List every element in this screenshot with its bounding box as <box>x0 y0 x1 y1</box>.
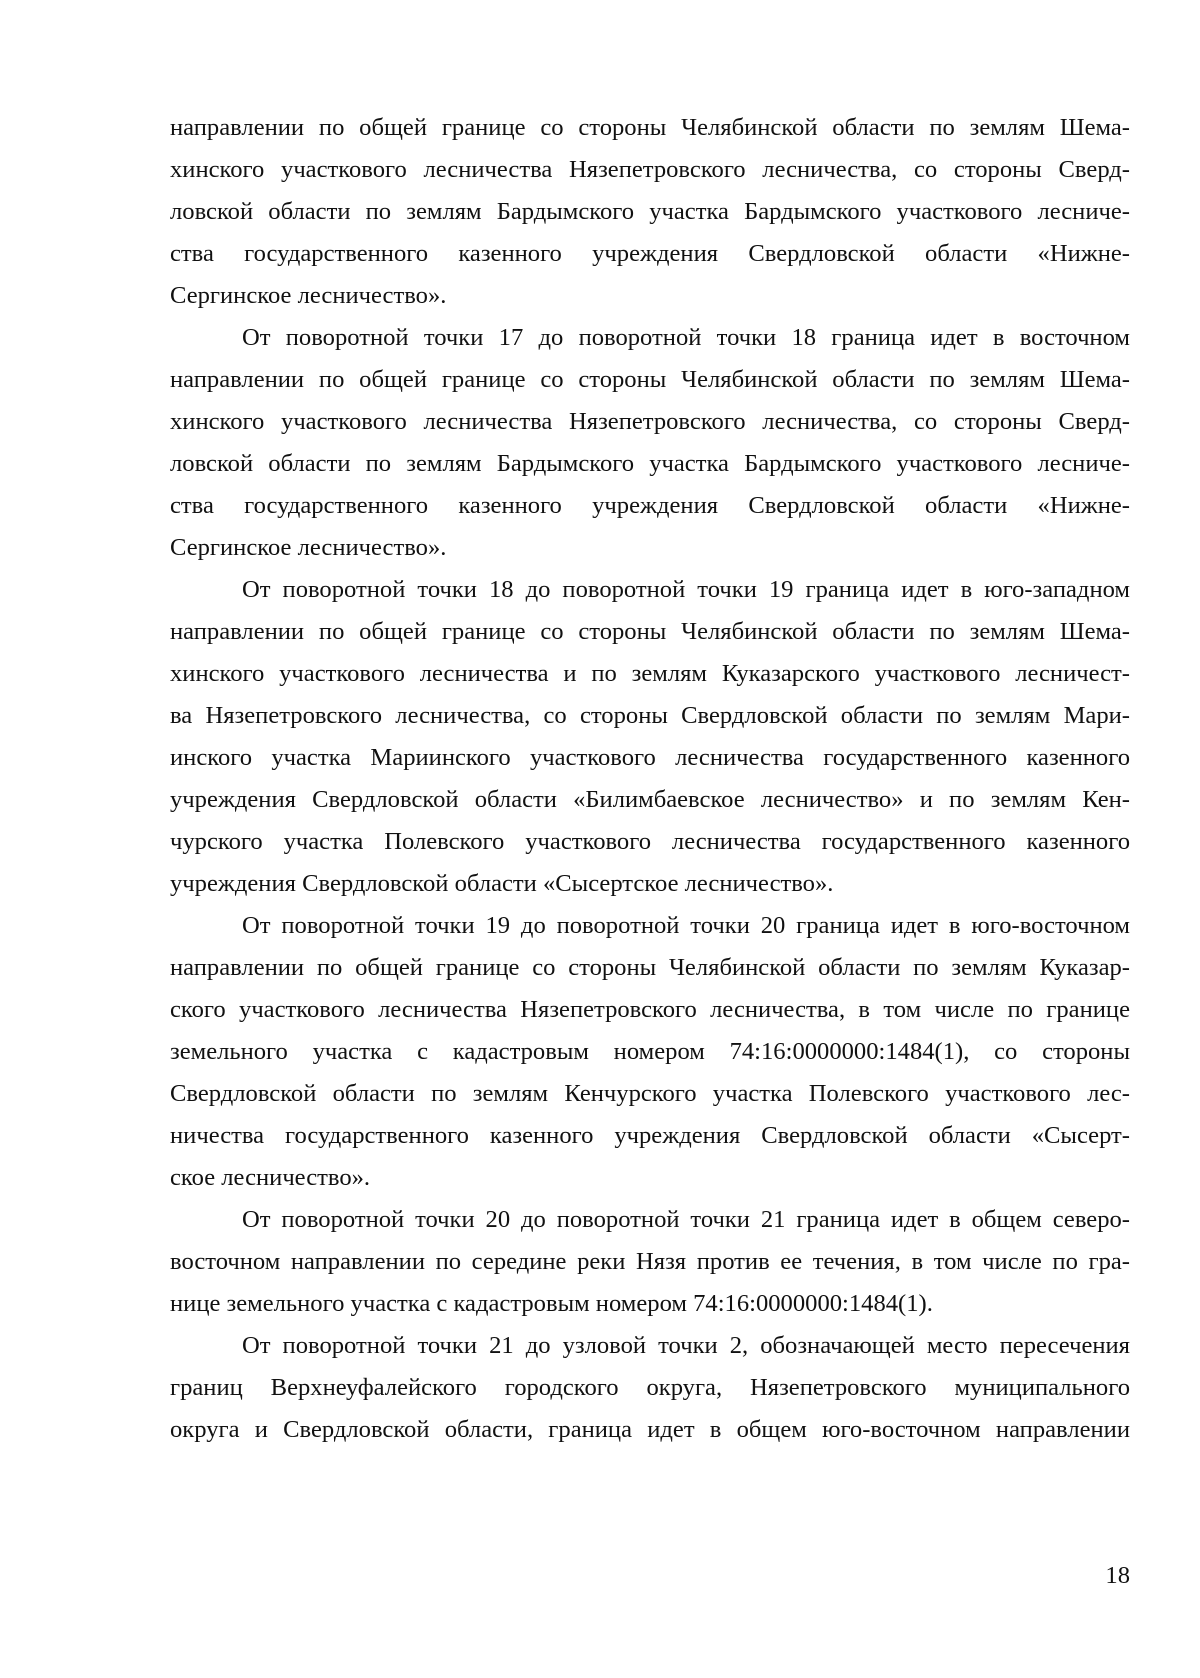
text-line: округа и Свердловской области, граница идет в общем юго-восточном направлении <box>170 1416 1130 1443</box>
text-line: нице земельного участка с кадастровым номером 74:16:0000000:1484(1). <box>170 1290 933 1317</box>
text-line: ское лесничество». <box>170 1164 371 1191</box>
text-line: хинского участкового лесничества и по землям Куказарского участкового лесничест- <box>170 660 1130 687</box>
text-line: хинского участкового лесничества Нязепетровского лесничества, со стороны Сверд- <box>170 408 1130 435</box>
text-line: ского участкового лесничества Нязепетровского лесничества, в том числе по границе <box>170 996 1130 1023</box>
text-line: чурского участка Полевского участкового лесничества государственного казенного <box>170 828 1130 855</box>
paragraph-first-line: От поворотной точки 17 до поворотной точки 18 граница идет в восточном <box>242 324 1130 351</box>
text-line: границ Верхнеуфалейского городского округа, Нязепетровского муниципального <box>170 1374 1130 1401</box>
text-line: ства государственного казенного учреждения Свердловской области «Нижне- <box>170 240 1130 267</box>
text-line: ства государственного казенного учреждения Свердловской области «Нижне- <box>170 492 1130 519</box>
paragraph-first-line: От поворотной точки 18 до поворотной точки 19 граница идет в юго-западном <box>242 576 1130 603</box>
text-line: направлении по общей границе со стороны Челябинской области по землям Шема- <box>170 618 1130 645</box>
text-line: учреждения Свердловской области «Билимбаевское лесничество» и по землям Кен- <box>170 786 1130 813</box>
text-line: ничества государственного казенного учреждения Свердловской области «Сысерт- <box>170 1122 1130 1149</box>
text-line: ва Нязепетровского лесничества, со стороны Свердловской области по землям Мари- <box>170 702 1130 729</box>
text-line: Свердловской области по землям Кенчурского участка Полевского участкового лес- <box>170 1080 1130 1107</box>
paragraph-first-line: От поворотной точки 20 до поворотной точки 21 граница идет в общем северо- <box>242 1206 1130 1233</box>
text-line: восточном направлении по середине реки Нязя против ее течения, в том числе по гра- <box>170 1248 1130 1275</box>
text-line: ловской области по землям Бардымского участка Бардымского участкового лесниче- <box>170 198 1130 225</box>
text-line: хинского участкового лесничества Нязепетровского лесничества, со стороны Сверд- <box>170 156 1130 183</box>
text-line: направлении по общей границе со стороны Челябинской области по землям Куказар- <box>170 954 1130 981</box>
text-line: инского участка Мариинского участкового лесничества государственного казенного <box>170 744 1130 771</box>
text-line: направлении по общей границе со стороны Челябинской области по землям Шема- <box>170 366 1130 393</box>
text-line: ловской области по землям Бардымского участка Бардымского участкового лесниче- <box>170 450 1130 477</box>
paragraph-first-line: От поворотной точки 19 до поворотной точки 20 граница идет в юго-восточном <box>242 912 1130 939</box>
text-line: Сергинское лесничество». <box>170 282 447 309</box>
text-line: Сергинское лесничество». <box>170 534 447 561</box>
paragraph-first-line: От поворотной точки 21 до узловой точки 2, обозначающей место пересечения <box>242 1332 1130 1359</box>
text-line: земельного участка с кадастровым номером 74:16:0000000:1484(1), со стороны <box>170 1038 1130 1065</box>
page-number: 18 <box>1105 1562 1130 1589</box>
text-line: учреждения Свердловской области «Сысертское лесничество». <box>170 870 834 897</box>
text-line: направлении по общей границе со стороны Челябинской области по землям Шема- <box>170 114 1130 141</box>
